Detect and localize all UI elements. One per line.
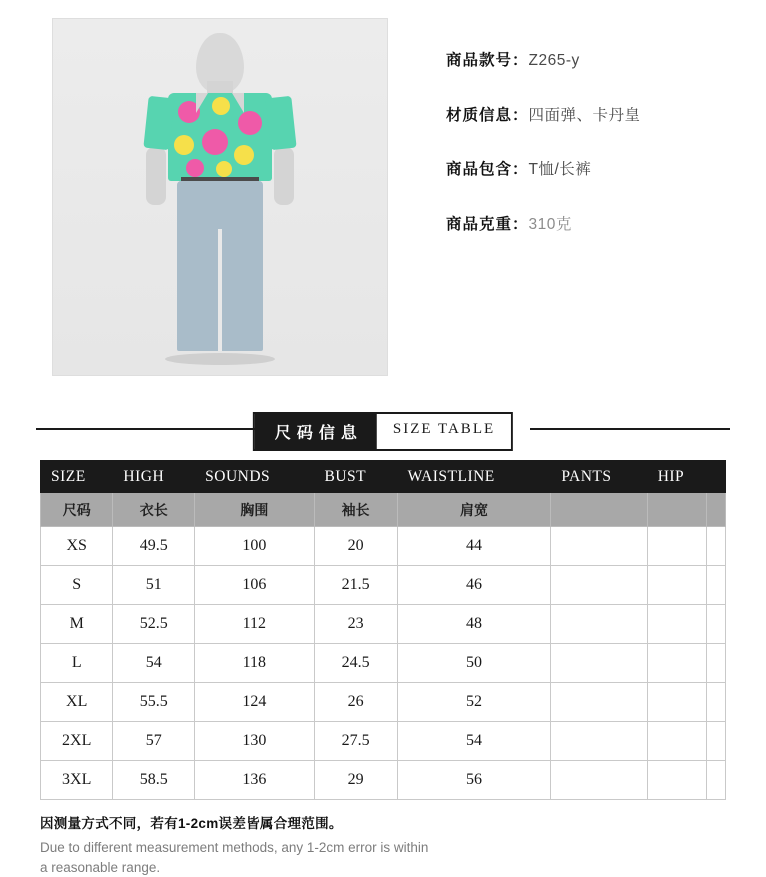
cell-blank: [707, 644, 726, 683]
cell-shoulder: 44: [397, 527, 551, 566]
cell-shoulder: 54: [397, 722, 551, 761]
flower-icon: [216, 161, 232, 177]
heading-rule-left: [36, 428, 276, 430]
flower-icon: [212, 97, 230, 115]
heading-rule-right: [530, 428, 730, 430]
note-text-en: [40, 838, 766, 877]
mannequin-arm-right: [274, 147, 294, 205]
cell-blank: [707, 722, 726, 761]
heading-center: [253, 412, 513, 451]
header-size: SIZE: [41, 461, 113, 493]
cell-length: 55.5: [113, 683, 195, 722]
trousers-leg-gap: [218, 229, 222, 351]
header-cn-empty-1: [551, 493, 647, 527]
cell-length: 52.5: [113, 605, 195, 644]
cell-blank: [551, 761, 647, 800]
table-row: [41, 527, 726, 566]
cell-blank: [551, 644, 647, 683]
cell-sleeve: 29: [314, 761, 397, 800]
cell-blank: [707, 605, 726, 644]
cell-bust: 100: [195, 527, 314, 566]
flower-icon: [234, 145, 254, 165]
cell-size: XL: [41, 683, 113, 722]
table-header-row-en: [41, 461, 726, 493]
note-text-cn: 因测量方式不同，若有1-2cm误差皆属合理范围。: [40, 816, 343, 831]
cell-size: M: [41, 605, 113, 644]
cell-size: 2XL: [41, 722, 113, 761]
table-row: [41, 644, 726, 683]
header-cn-sleeve: 袖长: [314, 493, 397, 527]
cell-bust: 136: [195, 761, 314, 800]
cell-blank: [551, 683, 647, 722]
cell-shoulder: 56: [397, 761, 551, 800]
cell-sleeve: 21.5: [314, 566, 397, 605]
cell-blank: [551, 527, 647, 566]
cell-shoulder: 46: [397, 566, 551, 605]
header-cn-empty-2: [647, 493, 707, 527]
note-text-en-line1: Due to different measurement methods, any 1-2cm error is within: [40, 840, 429, 855]
header-pants: PANTS: [551, 461, 647, 493]
mannequin-stand: [165, 353, 275, 365]
cell-blank: [707, 566, 726, 605]
cell-blank: [707, 527, 726, 566]
cell-length: 54: [113, 644, 195, 683]
table-row: [41, 722, 726, 761]
cell-blank: [647, 566, 707, 605]
flower-icon: [186, 159, 204, 177]
cell-length: 51: [113, 566, 195, 605]
cell-blank: [647, 605, 707, 644]
product-spec-list: [446, 18, 766, 376]
cell-bust: 112: [195, 605, 314, 644]
spec-row-style-number: [446, 52, 766, 71]
spec-value: T恤/长裤: [528, 161, 592, 179]
cell-blank: [647, 761, 707, 800]
cell-shoulder: 48: [397, 605, 551, 644]
cell-blank: [647, 722, 707, 761]
table-row: [41, 761, 726, 800]
product-section: [0, 0, 766, 376]
spec-value: Z265-y: [528, 52, 580, 69]
header-cn-size: 尺码: [41, 493, 113, 527]
spec-value: 310克: [528, 215, 572, 233]
product-photo: [52, 18, 388, 376]
header-cn-length: 衣长: [113, 493, 195, 527]
cell-blank: [551, 605, 647, 644]
header-cn-empty-3: [707, 493, 726, 527]
spec-value: 四面弹、卡丹皇: [528, 106, 641, 124]
header-sounds: SOUNDS: [195, 461, 314, 493]
header-high: HIGH: [113, 461, 195, 493]
cell-sleeve: 27.5: [314, 722, 397, 761]
cell-blank: [707, 761, 726, 800]
cell-length: 58.5: [113, 761, 195, 800]
cell-sleeve: 20: [314, 527, 397, 566]
cell-blank: [707, 683, 726, 722]
table-body: [41, 527, 726, 800]
cell-blank: [647, 683, 707, 722]
flower-icon: [238, 111, 262, 135]
size-table: [40, 460, 726, 800]
cell-blank: [647, 527, 707, 566]
cell-bust: 118: [195, 644, 314, 683]
spec-label: 材质信息：: [446, 106, 529, 124]
cell-blank: [647, 644, 707, 683]
header-cn-shoulder: 肩宽: [397, 493, 551, 527]
size-table-heading: [0, 412, 766, 446]
cell-size: S: [41, 566, 113, 605]
cell-length: 49.5: [113, 527, 195, 566]
cell-bust: 124: [195, 683, 314, 722]
cell-bust: 106: [195, 566, 314, 605]
measurement-note: [40, 812, 766, 877]
heading-title-en: SIZE TABLE: [377, 414, 511, 449]
shirt-collar-left: [196, 93, 208, 113]
spec-label: 商品包含：: [446, 161, 529, 179]
cell-shoulder: 52: [397, 683, 551, 722]
header-hip: HIP: [647, 461, 707, 493]
table-header-row-cn: [41, 493, 726, 527]
table-row: [41, 566, 726, 605]
shirt-collar-right: [232, 93, 244, 113]
cell-blank: [551, 566, 647, 605]
cell-size: L: [41, 644, 113, 683]
spec-row-material: [446, 107, 766, 126]
cell-sleeve: 24.5: [314, 644, 397, 683]
note-text-en-line2: a reasonable range.: [40, 859, 161, 875]
spec-row-includes: [446, 161, 766, 180]
spec-label: 商品款号：: [446, 52, 529, 69]
header-spacer: [707, 461, 726, 493]
cell-sleeve: 26: [314, 683, 397, 722]
spec-row-weight: [446, 216, 766, 235]
cell-blank: [551, 722, 647, 761]
cell-shoulder: 50: [397, 644, 551, 683]
header-bust: BUST: [314, 461, 397, 493]
cell-size: XS: [41, 527, 113, 566]
cell-sleeve: 23: [314, 605, 397, 644]
header-waistline: WAISTLINE: [397, 461, 551, 493]
table-row: [41, 605, 726, 644]
mannequin-arm-left: [146, 147, 166, 205]
flower-icon: [202, 129, 228, 155]
header-cn-bust: 胸围: [195, 493, 314, 527]
cell-length: 57: [113, 722, 195, 761]
heading-title-cn: 尺码信息: [255, 414, 377, 449]
spec-label: 商品克重：: [446, 215, 529, 233]
cell-bust: 130: [195, 722, 314, 761]
floral-shirt: [168, 93, 272, 181]
flower-icon: [174, 135, 194, 155]
product-photo-background: [53, 19, 387, 375]
table-row: [41, 683, 726, 722]
cell-size: 3XL: [41, 761, 113, 800]
